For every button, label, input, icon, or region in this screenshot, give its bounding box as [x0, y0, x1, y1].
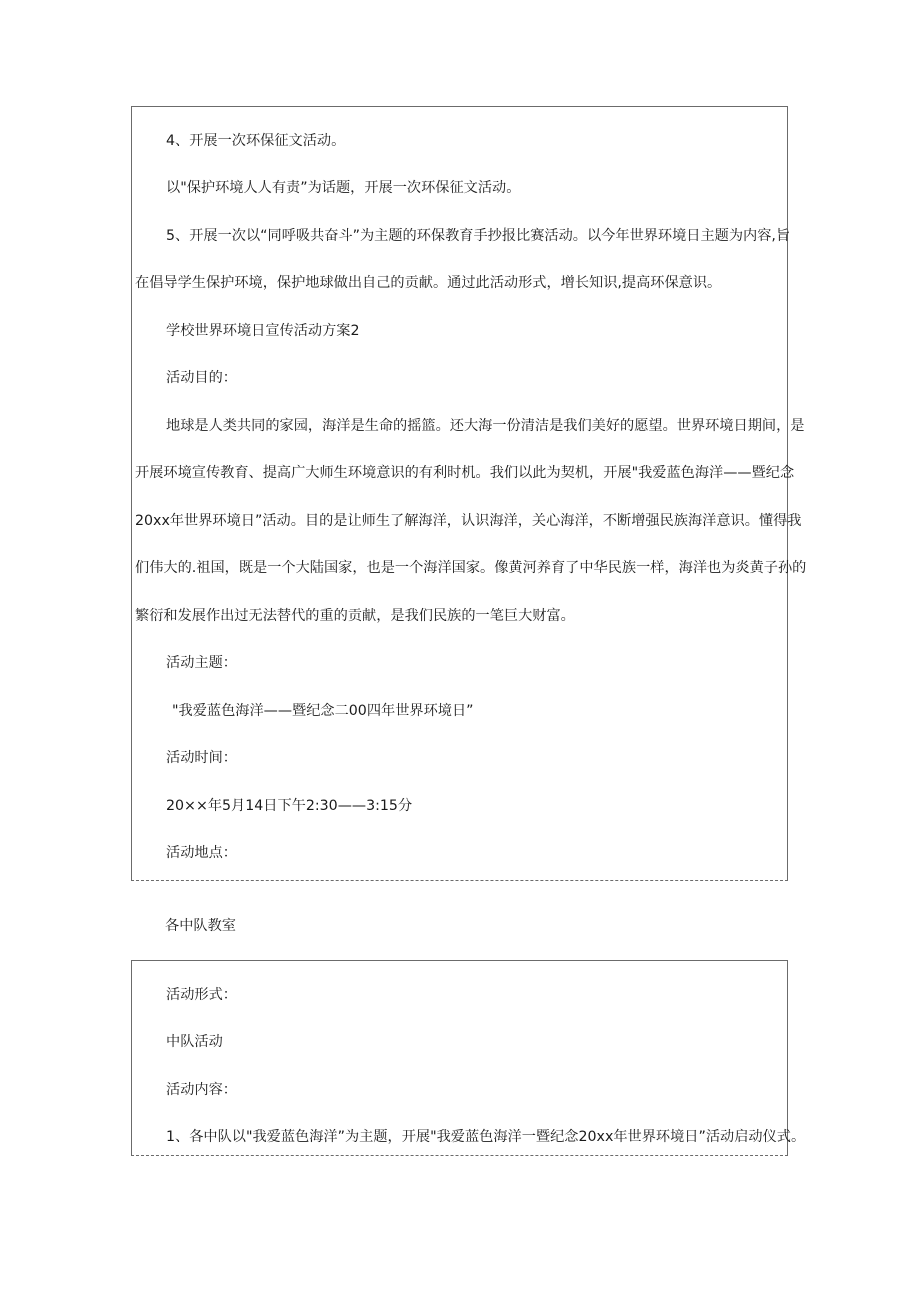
plan-2-title: 学校世界环境日宣传活动方案2	[166, 323, 360, 339]
activity-theme-value: "我爱蓝色海洋——暨纪念二00四年世界环境日”	[172, 703, 474, 719]
activity-format-label: 活动形式：	[166, 987, 237, 1003]
item-5-paragraph-line-1: 5、开展一次以“同呼吸共奋斗”为主题的环保教育手抄报比赛活动。以今年世界环境日主题为内容,旨	[166, 228, 791, 244]
page-section-top	[131, 106, 807, 881]
activity-time-value: 20××年5月14日下午2:30——3:15分	[166, 798, 413, 814]
activity-location-value: 各中队教室	[165, 918, 236, 934]
activity-purpose-label: 活动目的：	[166, 370, 237, 386]
activity-location-label: 活动地点：	[166, 845, 237, 861]
activity-time-label: 活动时间：	[166, 750, 237, 766]
activity-theme-label: 活动主题：	[166, 655, 237, 671]
purpose-paragraph-line-1: 地球是人类共同的家园，海洋是生命的摇篮。还大海一份清洁是我们美好的愿望。世界环境日期间，是	[166, 418, 805, 434]
page-section-bottom	[131, 960, 806, 1156]
purpose-paragraph-line-2: 开展环境宣传教育、提高广大师生环境意识的有利时机。我们以此为契机，开展"我爱蓝色海洋——暨纪念	[135, 465, 795, 481]
purpose-paragraph-line-5: 繁衍和发展作出过无法替代的重的贡献，是我们民族的一笔巨大财富。	[135, 608, 575, 624]
content-item-1: 1、各中队以"我爱蓝色海洋”为主题，开展"我爱蓝色海洋一暨纪念20xx年世界环境日”活动启动仪式。	[166, 1129, 806, 1145]
activity-format-value: 中队活动	[166, 1034, 223, 1050]
item-4-detail: 以"保护环境人人有责”为话题，开展一次环保征文活动。	[166, 180, 521, 196]
item-4-heading: 4、开展一次环保征文活动。	[166, 133, 346, 149]
activity-content-label: 活动内容：	[166, 1082, 237, 1098]
item-5-paragraph-line-2: 在倡导学生保护环境，保护地球做出自己的贡献。通过此活动形式，增长知识,提高环保意识。	[135, 275, 722, 291]
purpose-paragraph-line-3: 20xx年世界环境日”活动。目的是让师生了解海洋，认识海洋，关心海洋，不断增强民族海洋意识。懂得我	[135, 513, 802, 529]
purpose-paragraph-line-4: 们伟大的.祖国，既是一个大陆国家，也是一个海洋国家。像黄河养育了中华民族一样，海洋也为炎黄子孙的	[135, 560, 807, 576]
